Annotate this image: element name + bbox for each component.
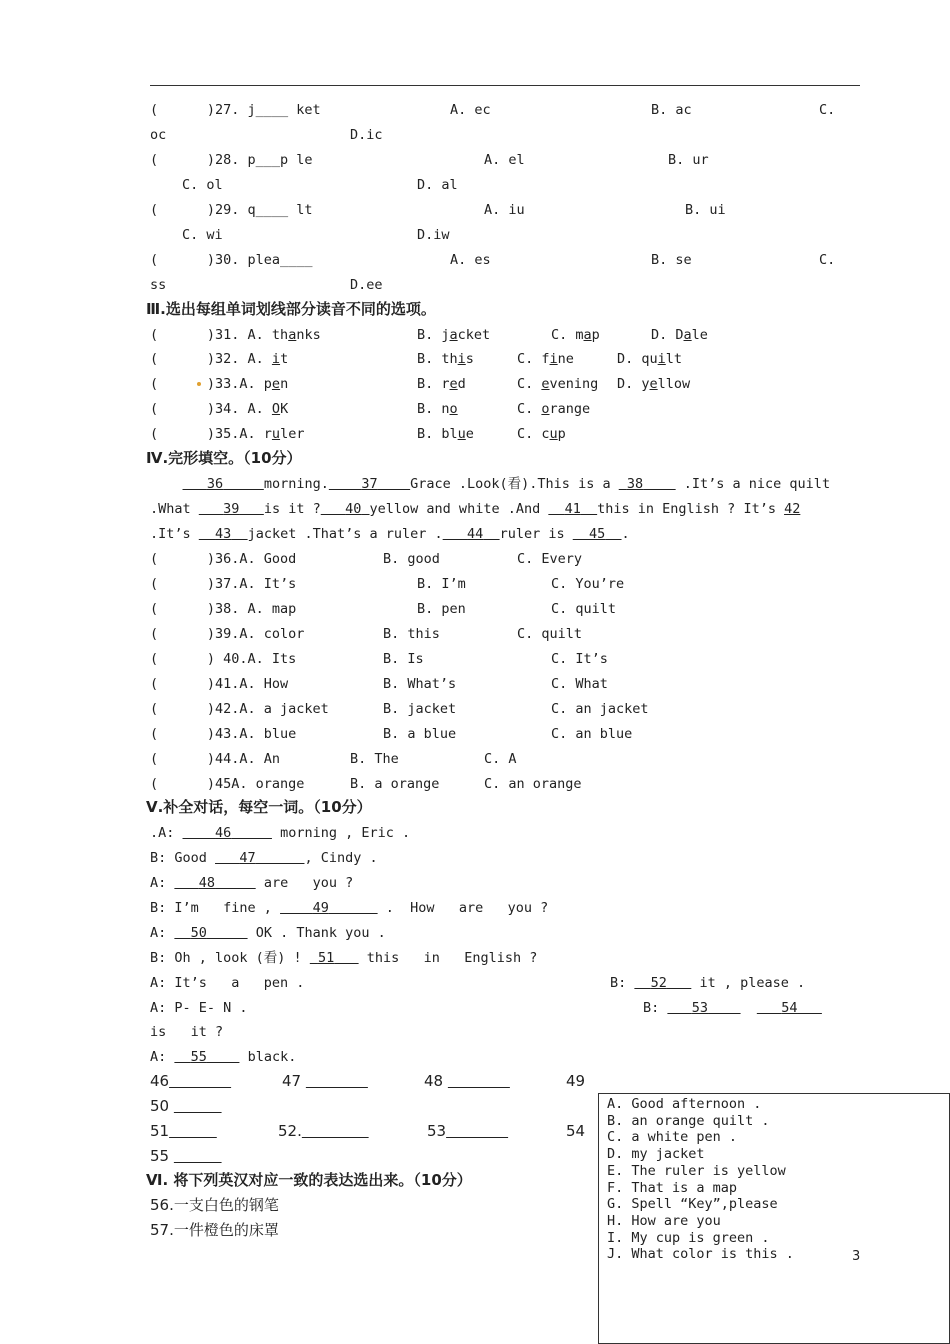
q37-stem: ( )37.A. It’s	[150, 576, 297, 592]
q34-option-c: C. orange	[517, 401, 591, 417]
section6-title: Ⅵ. 将下列英汉对应一致的表达选出来。（10分）	[146, 1171, 472, 1189]
cloze-line-2: .What 39 is it ? 40 yellow and white .And 41 this in English ? It’s 42	[150, 501, 801, 517]
q32-option-d: D. quilt	[617, 351, 683, 367]
q28-stem: ( )28. p___p le	[150, 152, 313, 168]
q29-option-b: B. ui	[685, 202, 726, 218]
q30-option-a: A. es	[450, 252, 491, 268]
q45-stem: ( )45A. orange	[150, 776, 305, 792]
q33-option-b: B. red	[417, 376, 466, 392]
option-i: I. My cup is green .	[607, 1230, 770, 1246]
option-b: B. an orange quilt .	[607, 1113, 770, 1129]
q32-option-b: B. this	[417, 351, 474, 367]
q30-option-c: C.	[819, 252, 836, 268]
q38-option-c: C. quilt	[551, 601, 617, 617]
section5-title: Ⅴ.补全对话，每空一词。（10分）	[146, 798, 372, 816]
answer-48: 48	[424, 1072, 444, 1090]
q41-option-c: C. What	[551, 676, 608, 692]
q43-option-c: C. an blue	[551, 726, 633, 742]
q37-option-c: C. You’re	[551, 576, 625, 592]
q30-stem: ( )30. plea____	[150, 252, 313, 268]
q35-option-b: B. blue	[417, 426, 474, 442]
q29-option-d: D.iw	[417, 227, 450, 243]
q38-stem: ( )38. A. map	[150, 601, 297, 617]
dialog-line-2: B: Good 47 , Cindy .	[150, 850, 378, 866]
option-a: A. Good afternoon .	[607, 1096, 762, 1112]
q27-option-c-text: oc	[150, 127, 167, 143]
cloze-line-1: 36 morning. 37 Grace .Look(看).This is a 38 .It’s a nice quilt	[206, 476, 831, 492]
header-rule	[150, 85, 860, 86]
dialog-line-4: B: I’m fine , 49 . How are you ?	[150, 900, 549, 916]
q28-option-b: B. ur	[668, 152, 709, 168]
q37-option-b: B. I’m	[417, 576, 466, 592]
q45-option-b: B. a orange	[350, 776, 440, 792]
options-box	[598, 1093, 950, 1344]
q28-option-d: D. al	[417, 177, 458, 193]
dialog-line-9: is it ?	[150, 1024, 224, 1040]
q27-option-a: A. ec	[450, 102, 491, 118]
q36-stem: ( )36.A. Good	[150, 551, 297, 567]
q41-option-b: B. What’s	[383, 676, 457, 692]
option-f: F. That is a map	[607, 1180, 738, 1196]
q35-row: ( )35.A. ruler	[150, 426, 305, 442]
q44-stem: ( )44.A. An	[150, 751, 281, 767]
q27-stem: ( )27. j____ ket	[150, 102, 321, 118]
answer-53: 53	[427, 1122, 447, 1140]
page-number: 3	[852, 1249, 861, 1264]
q40-option-b: B. Is	[383, 651, 424, 667]
q43-option-b: B. a blue	[383, 726, 457, 742]
q27-option-c: C.	[819, 102, 836, 118]
q36-option-c: C. Every	[517, 551, 583, 567]
q33-option-d: D. yellow	[617, 376, 691, 392]
answer-54: 54	[566, 1122, 586, 1140]
section4-title: Ⅳ.完形填空。（10分）	[146, 449, 302, 467]
q30-option-c-text: ss	[150, 277, 167, 293]
dialog-line-6: B: Oh , look (看) ! 51 this in English ?	[150, 950, 538, 966]
q33-row: ( )33.A. pen	[150, 376, 289, 392]
q32-row: ( )32. A. it	[150, 351, 289, 367]
option-h: H. How are you	[607, 1213, 721, 1229]
option-d: D. my jacket	[607, 1146, 705, 1162]
q33-option-c: C. evening	[517, 376, 599, 392]
dialog-line-5: A: 50 OK . Thank you .	[150, 925, 386, 941]
q42-option-b: B. jacket	[383, 701, 457, 717]
answer-52: 52.	[278, 1122, 302, 1140]
dialog-line-1: .A: 46 morning , Eric .	[150, 825, 411, 841]
cloze-line-3: .It’s 43 jacket .That’s a ruler . 44 ruler is 45 .	[150, 526, 630, 542]
q34-row: ( )34. A. OK	[150, 401, 289, 417]
q38-option-b: B. pen	[417, 601, 466, 617]
q31-row: ( )31. A. thanks	[150, 327, 321, 343]
q41-stem: ( )41.A. How	[150, 676, 289, 692]
q28-option-c: C. ol	[182, 177, 223, 193]
q31-option-c: C. map	[551, 327, 600, 343]
section3-title: Ⅲ.选出每组单词划线部分读音不同的选项。	[146, 300, 436, 318]
q44-option-c: C. A	[484, 751, 517, 767]
q31-option-b: B. jacket	[417, 327, 491, 343]
q34-option-b: B. no	[417, 401, 458, 417]
option-j: J. What color is this .	[607, 1246, 794, 1262]
q27-option-d: D.ic	[350, 127, 383, 143]
dialog-line-3: A: 48 are you ?	[150, 875, 354, 891]
q27-option-b: B. ac	[651, 102, 692, 118]
q39-stem: ( )39.A. color	[150, 626, 305, 642]
q43-stem: ( )43.A. blue	[150, 726, 297, 742]
answer-46: 46	[150, 1072, 170, 1090]
q32-option-c: C. fine	[517, 351, 574, 367]
q40-option-c: C. It’s	[551, 651, 608, 667]
q42-stem: ( )42.A. a jacket	[150, 701, 329, 717]
answer-47: 47	[282, 1072, 302, 1090]
q40-stem: ( ) 40.A. Its	[150, 651, 297, 667]
dialog-line-10: A: 55 black.	[150, 1049, 297, 1065]
q30-option-d: D.ee	[350, 277, 383, 293]
option-c: C. a white pen .	[607, 1129, 738, 1145]
answer-51: 51	[150, 1122, 170, 1140]
q29-option-c: C. wi	[182, 227, 223, 243]
q45-option-c: C. an orange	[484, 776, 582, 792]
q57: 57.一件橙色的床罩	[150, 1221, 279, 1239]
q44-option-b: B. The	[350, 751, 399, 767]
dialog-line-7b: B: 52 it , please .	[610, 975, 806, 991]
dialog-line-8a: A: P- E- N .	[150, 1000, 248, 1016]
q28-option-a: A. el	[484, 152, 525, 168]
q29-option-a: A. iu	[484, 202, 525, 218]
q31-option-d: D. Dale	[651, 327, 708, 343]
option-g: G. Spell “Key”,please	[607, 1196, 778, 1212]
q30-option-b: B. se	[651, 252, 692, 268]
answer-49: 49	[566, 1072, 586, 1090]
dialog-line-7a: A: It’s a pen .	[150, 975, 305, 991]
q35-option-c: C. cup	[517, 426, 566, 442]
q39-option-c: C. quilt	[517, 626, 583, 642]
q39-option-b: B. this	[383, 626, 440, 642]
option-e: E. The ruler is yellow	[607, 1163, 786, 1179]
answer-50: 50	[150, 1097, 170, 1115]
answer-55: 55	[150, 1147, 170, 1165]
dialog-line-8b: B: 53 54	[643, 1000, 798, 1016]
q29-stem: ( )29. q____ lt	[150, 202, 313, 218]
q42-option-c: C. an jacket	[551, 701, 649, 717]
q56: 56.一支白色的钢笔	[150, 1196, 279, 1214]
q36-option-b: B. good	[383, 551, 440, 567]
